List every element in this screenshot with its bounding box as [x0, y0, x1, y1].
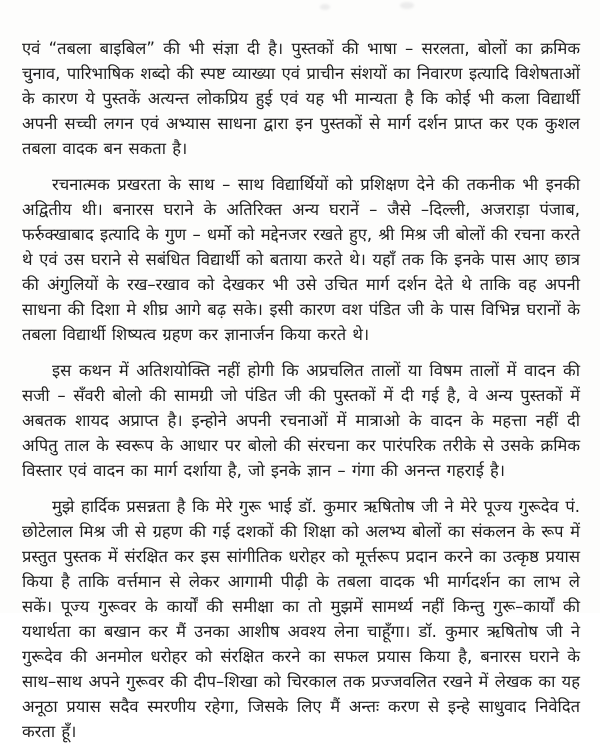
paragraph-4: मुझे हार्दिक प्रसन्नता है कि मेरे गुरू भाई डॉ. कुमार ऋषितोष जी ने मेरे पूज्य गुरूदेव पं. छोटेलाल मिश्र जी से ग्रहण की गई दशकों की शिक्षा को अलभ्य बोलों का संकलन के रूप में प्रस्तुत पुस्तक में संरक्षित कर इस सांगीतिक धरोहर को मूर्त्तरूप प्रदान करने का उत्कृष्ठ प्रयास किया है ताकि वर्त्तमान से लेकर आगामी पीढ़ी के तबला वादक भी मार्गदर्शन का लाभ ले सकें। पूज्य गुरूवर के कार्यों की समीक्षा का तो मुझमें सामर्थ्य नहीं किन्तु गुरू–कार्यों की यथार्थता का बखान कर मैं उनका आशीष अवश्य लेना चाहूँगा। डॉ. कुमार ऋषितोष जी ने गुरूदेव की अनमोल धरोहर को संरक्षित करने का सफल प्रयास किया है, बनारस घराने के साथ–साथ अपने गुरूवर की दीप–शिखा को चिरकाल तक प्रज्जवलित रखने में लेखक का यह अनूठा प्रयास सदैव स्मरणीय रहेगा, जिसके लिए मैं अन्तः करण से इन्हे साधुवाद निवेदित करता हूँ।: [22, 497, 580, 741]
paragraph-3: इस कथन में अतिशयोक्ति नहीं होगी कि अप्रचलित तालों या विषम तालों में वादन की सजी – सँवरी बोलो की सामग्री जो पंडित जी की पुस्तकों में दी गई है, वे अन्य पुस्तकों में अबतक शायद अप्राप्त है। इन्होने अपनी रचनाओं में मात्राओ के वादन के महत्ता नहीं दी अपितु ताल के स्वरूप के आधार पर बोलो की संरचना कर पारंपरिक तरीके से उसके क्रमिक विस्तार एवं वादन का मार्ग दर्शाया है, जो इनके ज्ञान – गंगा की अनन्त गहराई है।: [22, 361, 580, 480]
scan-smudge: [320, 4, 330, 10]
paragraph-1: एवं “तबला बाइबिल” की भी संज्ञा दी है। पुस्तकों की भाषा – सरलता, बोलों का क्रमिक चुनाव, पारिभाषिक शब्दो की स्पष्ट व्याख्या एवं प्राचीन संशयों का निवारण इत्यादि विशेषताओं के कारण ये पुस्तकें अत्यन्त लोकप्रिय हुई एवं यह भी मान्यता है कि कोई भी कला विद्यार्थी अपनी सच्ची लगन एवं अभ्यास साधना द्वारा इन पुस्तकों से मार्ग दर्शन प्राप्त कर एक कुशल तबला वादक बन सकता है।: [22, 39, 580, 158]
paragraph-2: रचनात्मक प्रखरता के साथ – साथ विद्यार्थियों को प्रशिक्षण देने की तकनीक भी इनकी अद्वितीय थी। बनारस घराने के अतिरिक्त अन्य घरानें – जैसे –दिल्ली, अजराड़ा पंजाब, फर्रुक्खाबाद इत्यादि के गुण – धर्मो को मद्देनजर रखते हुए, श्री मिश्र जी बोलों की रचना करते थे एवं उस घराने से सबंधित विद्यार्थी को बताया करते थे। यहाँ तक कि इनके पास आए छात्र की अंगुलियों के रख–रखाव को देखकर भी उसे उचित मार्ग दर्शन देते थे ताकि वह अपनी साधना की दिशा मे शीघ्र आगे बढ़ सके। इसी कारण वश पंडित जी के पास विभिन्न घरानों के तबला विद्यार्थी शिष्यत्व ग्रहण कर ज्ञानार्जन किया करते थे।: [22, 175, 580, 344]
scan-smudge: [400, 2, 414, 9]
